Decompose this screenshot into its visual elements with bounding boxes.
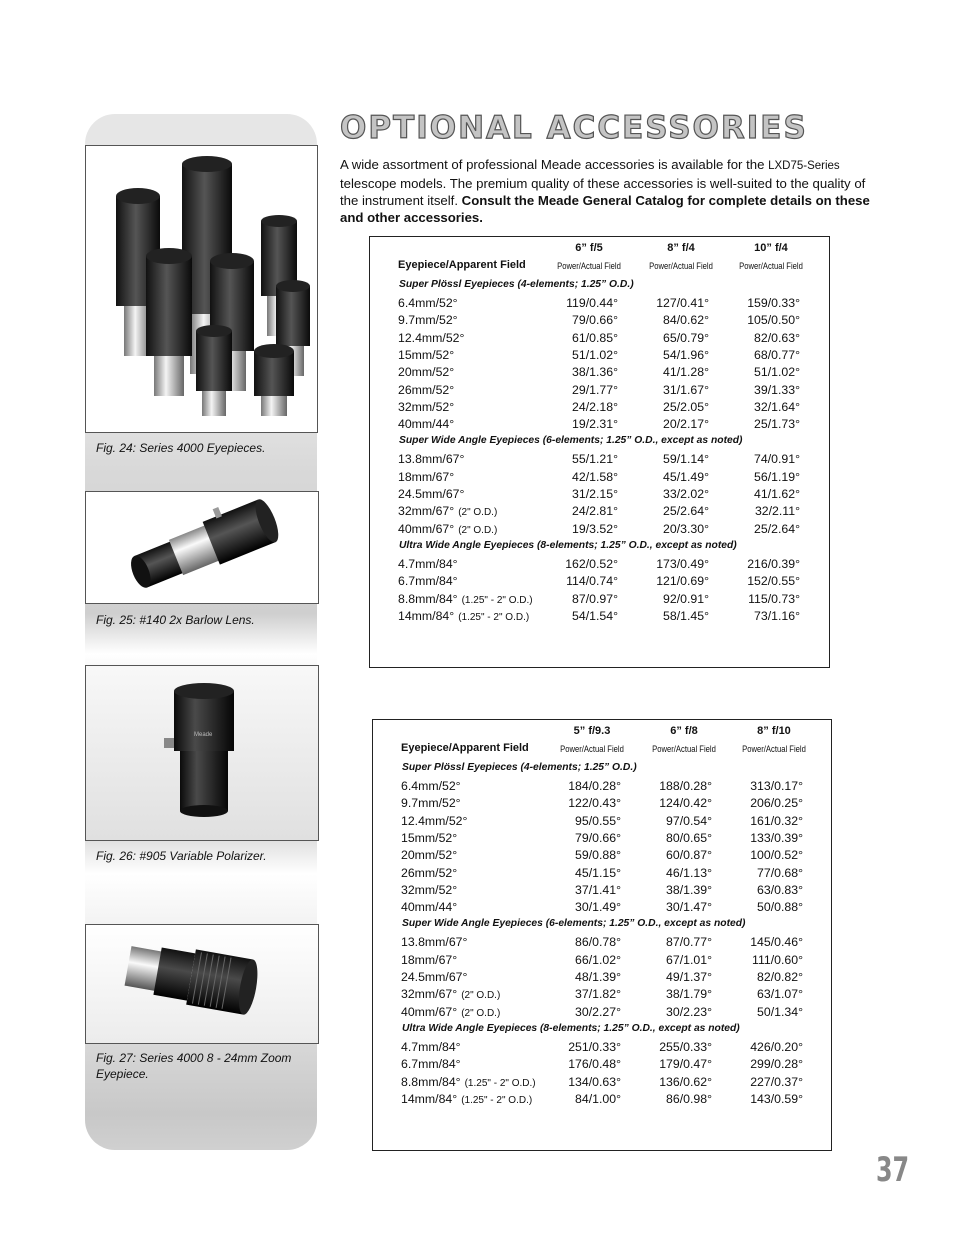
page-number: 37 [876, 1150, 910, 1190]
power-field-cell: 82/0.82° [757, 970, 803, 984]
power-field-cell: 122/0.43° [568, 796, 621, 811]
power-field-cell: 111/0.60° [752, 952, 803, 967]
barlow-illustration [86, 492, 318, 603]
eyepiece-name: 32mm/52° [398, 399, 455, 414]
eyepiece-cell [401, 778, 461, 795]
eyepiece-name: 12.4mm/52° [401, 813, 468, 828]
eyepiece-od-note: (1.25" - 2" O.D.) [461, 1094, 533, 1106]
power-field-cell: 86/0.98° [666, 1091, 712, 1106]
intro-text-2: telescope models. The premium quality of these accessories is well-suited to the quality of the instrument itself. [340, 176, 866, 208]
power-field-cell: 227/0.37° [750, 1074, 803, 1089]
eyepiece-cell [401, 1074, 536, 1092]
power-field-cell: 176/0.48° [568, 1057, 621, 1072]
table-column-subheader: Power/Actual Field [560, 744, 624, 754]
power-field-cell: 92/0.91° [663, 591, 709, 606]
eyepiece-name: 20mm/52° [401, 848, 458, 863]
power-field-cell: 39/1.33° [754, 382, 800, 397]
power-field-cell: 38/1.36° [572, 365, 618, 380]
power-field-cell: 63/0.83° [757, 882, 803, 897]
table-row [401, 847, 811, 864]
power-field-cell: 25/2.05° [663, 399, 709, 414]
power-field-cell: 51/1.02° [754, 365, 800, 380]
power-field-cell: 313/0.17° [750, 779, 803, 793]
power-field-cell: 255/0.33° [659, 1039, 712, 1054]
eyepiece-cell [401, 847, 457, 864]
power-field-cell: 32/2.11° [754, 504, 800, 519]
eyepiece-name: 9.7mm/52° [398, 313, 458, 328]
table-row [401, 778, 811, 795]
table-row [401, 986, 811, 1003]
power-field-cell: 67/1.01° [666, 952, 712, 967]
eyepiece-cell [401, 1039, 461, 1056]
power-field-cell: 20/2.17° [663, 417, 709, 432]
eyepiece-cell [401, 882, 457, 899]
eyepiece-name: 14mm/84° [401, 1091, 458, 1106]
power-field-cell: 51/1.02° [572, 347, 618, 362]
table-row [398, 364, 808, 381]
caption-fig27: Fig. 27: Series 4000 8 - 24mm Zoom Eyepiece. [96, 1051, 292, 1081]
power-field-cell: 82/0.63° [754, 330, 800, 345]
barlow-photo [85, 491, 319, 604]
eyepiece-od-note: (1.25" - 2" O.D.) [464, 1077, 536, 1089]
power-field-cell: 115/0.73° [748, 591, 800, 606]
eyepiece-name: 6.7mm/84° [401, 1057, 461, 1072]
zoom-eyepiece-photo [85, 924, 319, 1044]
power-field-cell: 188/0.28° [659, 779, 712, 793]
eyepiece-od-note: (2" O.D.) [461, 990, 501, 1002]
table-row [398, 399, 808, 416]
power-field-cell: 56/1.19° [754, 469, 800, 484]
power-field-cell: 37/1.82° [575, 987, 621, 1002]
power-field-cell: 31/2.15° [572, 487, 618, 501]
eyepiece-cell [401, 795, 461, 812]
power-field-cell: 32/1.64° [754, 399, 800, 414]
intro-bold: Consult the Meade General Catalog for complete details on these and other accessories. [340, 193, 870, 225]
eyepiece-name: 26mm/52° [398, 382, 455, 397]
power-field-cell: 65/0.79° [663, 330, 709, 345]
power-field-cell: 25/1.73° [754, 417, 800, 432]
eyepiece-name: 6.4mm/52° [401, 779, 461, 793]
table-row [401, 969, 811, 986]
table-section-title: Ultra Wide Angle Eyepieces (8-elements; 1.25” O.D., except as noted) [402, 1022, 740, 1034]
power-field-cell: 54/1.96° [663, 347, 709, 362]
eyepiece-name: 6.4mm/52° [398, 296, 458, 310]
table-row [398, 521, 808, 538]
eyepiece-cell [398, 451, 464, 468]
power-field-cell: 48/1.39° [575, 970, 621, 984]
eyepiece-name: 26mm/52° [401, 865, 458, 880]
table-header-label: Eyepiece/Apparent Field [398, 259, 526, 271]
eyepiece-cell [398, 416, 454, 433]
eyepiece-od-note: (1.25" - 2" O.D.) [458, 611, 530, 623]
eyepiece-cell [398, 364, 454, 381]
eyepiece-cell [398, 312, 458, 329]
eyepiece-cell [398, 295, 458, 312]
power-field-cell: 79/0.66° [575, 830, 621, 845]
power-field-cell: 216/0.39° [747, 556, 800, 571]
table-section-title: Ultra Wide Angle Eyepieces (8-elements; 1.25” O.D., except as noted) [399, 539, 737, 551]
table-row [398, 503, 808, 520]
power-field-cell: 133/0.39° [750, 830, 803, 845]
table-row [398, 608, 808, 625]
power-field-cell: 77/0.68° [757, 865, 803, 880]
power-field-cell: 86/0.78° [575, 935, 621, 950]
power-field-cell: 100/0.52° [750, 848, 803, 863]
caption-fig24: Fig. 24: Series 4000 Eyepieces. [96, 441, 266, 455]
table-row [401, 934, 811, 951]
eyepiece-cell [398, 608, 529, 626]
eyepiece-cell [401, 1091, 532, 1109]
power-field-cell: 426/0.20° [750, 1039, 803, 1054]
power-field-cell: 143/0.59° [750, 1091, 803, 1106]
eyepiece-name: 9.7mm/52° [401, 796, 461, 811]
power-field-cell: 42/1.58° [572, 469, 618, 484]
table-row [401, 899, 811, 916]
intro-paragraph [340, 156, 872, 226]
power-field-cell: 25/2.64° [663, 504, 709, 519]
eyepiece-name: 32mm/67° [398, 504, 455, 519]
eyepiece-name: 14mm/84° [398, 608, 455, 623]
table-row [398, 591, 808, 608]
power-field-cell: 74/0.91° [754, 452, 800, 467]
table-row [401, 1004, 811, 1021]
power-field-cell: 206/0.25° [750, 796, 803, 811]
eyepiece-name: 40mm/44° [401, 900, 458, 915]
table-section-title: Super Wide Angle Eyepieces (6-elements; 1.25” O.D., except as noted) [402, 918, 746, 930]
power-field-cell: 179/0.47° [659, 1057, 712, 1072]
table-row [401, 795, 811, 812]
power-field-cell: 33/2.02° [663, 487, 709, 501]
eyepiece-cell [398, 486, 464, 503]
table-row [401, 1056, 811, 1073]
eyepiece-name: 15mm/52° [401, 830, 458, 845]
power-field-cell: 105/0.50° [747, 313, 800, 328]
power-field-cell: 30/1.49° [575, 900, 621, 915]
table-column-scope: 10” f/4 [754, 242, 788, 254]
power-field-cell: 45/1.49° [663, 469, 709, 484]
power-field-cell: 299/0.28° [750, 1057, 803, 1072]
power-field-cell: 80/0.65° [666, 830, 712, 845]
power-field-cell: 30/2.23° [666, 1004, 712, 1019]
eyepiece-cell [398, 521, 497, 539]
table-row [398, 312, 808, 329]
polarizer-illustration [86, 666, 318, 840]
power-field-cell: 41/1.62° [754, 487, 800, 501]
power-field-cell: 95/0.55° [575, 813, 621, 828]
power-field-cell: 73/1.16° [754, 608, 800, 623]
power-field-cell: 20/3.30° [663, 521, 709, 536]
table-row [401, 813, 811, 830]
power-field-cell: 54/1.54° [572, 608, 618, 623]
power-field-cell: 45/1.15° [575, 865, 621, 880]
eyepiece-name: 18mm/67° [401, 952, 458, 967]
eyepiece-od-note: (1.25" - 2" O.D.) [461, 594, 533, 606]
table-row [401, 830, 811, 847]
table-row [398, 416, 808, 433]
eyepiece-cell [398, 469, 454, 486]
eyepiece-name: 8.8mm/84° [401, 1074, 461, 1089]
eyepiece-name: 24.5mm/67° [401, 970, 468, 984]
eyepiece-name: 32mm/52° [401, 882, 458, 897]
power-field-cell: 49/1.37° [666, 970, 712, 984]
eyepiece-cell [398, 399, 454, 416]
table-column-scope: 8” f/4 [667, 242, 695, 254]
power-field-cell: 84/1.00° [575, 1091, 621, 1106]
table-column-scope: 6” f/8 [670, 725, 698, 737]
eyepieces-photo [85, 145, 318, 433]
eyepiece-cell [401, 813, 467, 830]
power-field-cell: 41/1.28° [663, 365, 709, 380]
power-field-cell: 50/0.88° [757, 900, 803, 915]
table-column-subheader: Power/Actual Field [739, 261, 803, 271]
eyepiece-od-note: (2" O.D.) [461, 1007, 501, 1019]
eyepiece-name: 13.8mm/67° [401, 935, 468, 950]
table-row [398, 347, 808, 364]
power-field-cell: 251/0.33° [568, 1039, 621, 1054]
power-field-cell: 87/0.77° [666, 935, 712, 950]
table-row [398, 469, 808, 486]
power-field-cell: 24/2.18° [572, 399, 618, 414]
table-row [401, 865, 811, 882]
power-field-cell: 84/0.62° [663, 313, 709, 328]
table-row [398, 382, 808, 399]
eyepiece-name: 13.8mm/67° [398, 452, 465, 467]
table-row [398, 573, 808, 590]
power-field-cell: 114/0.74° [566, 574, 618, 589]
eyepiece-name: 15mm/52° [398, 347, 455, 362]
table-row [398, 486, 808, 503]
eyepieces-illustration [86, 146, 317, 432]
table-row [398, 451, 808, 468]
power-field-cell: 184/0.28° [568, 779, 621, 793]
eyepiece-name: 18mm/67° [398, 469, 455, 484]
eyepiece-od-note: (2" O.D.) [458, 524, 498, 536]
power-field-cell: 59/1.14° [663, 452, 709, 467]
table-section-title: Super Plössl Eyepieces (4-elements; 1.25” O.D.) [399, 279, 634, 290]
table-column-subheader: Power/Actual Field [652, 744, 716, 754]
power-field-cell: 38/1.39° [666, 882, 712, 897]
eyepiece-name: 6.7mm/84° [398, 574, 458, 589]
zoom-eyepiece-illustration [86, 925, 318, 1043]
power-field-cell: 46/1.13° [666, 865, 712, 880]
power-field-cell: 121/0.69° [656, 574, 709, 589]
eyepiece-cell [401, 899, 457, 916]
eyepiece-table-2 [372, 719, 832, 1151]
power-field-cell: 38/1.79° [666, 987, 712, 1002]
table-column-subheader: Power/Actual Field [742, 744, 806, 754]
table-section-title: Super Wide Angle Eyepieces (6-elements; 1.25” O.D., except as noted) [399, 435, 743, 447]
table-row [398, 330, 808, 347]
table-header-label: Eyepiece/Apparent Field [401, 742, 529, 754]
eyepiece-cell [398, 556, 458, 573]
intro-model: LXD75-Series [768, 160, 840, 172]
eyepiece-name: 40mm/67° [401, 1004, 458, 1019]
power-field-cell: 159/0.33° [747, 296, 800, 310]
table-column-scope: 8” f/10 [757, 725, 791, 737]
table-row [398, 295, 808, 312]
power-field-cell: 152/0.55° [747, 574, 800, 589]
eyepiece-cell [401, 1004, 500, 1022]
eyepiece-cell [401, 830, 457, 847]
page-title: OPTIONAL ACCESSORIES [340, 110, 808, 146]
power-field-cell: 58/1.45° [663, 608, 709, 623]
table-column-subheader: Power/Actual Field [557, 261, 621, 271]
table-row [401, 1091, 811, 1108]
power-field-cell: 63/1.07° [757, 987, 803, 1002]
eyepiece-cell [401, 952, 457, 969]
power-field-cell: 60/0.87° [666, 848, 712, 863]
eyepiece-name: 40mm/44° [398, 417, 455, 432]
power-field-cell: 29/1.77° [572, 382, 618, 397]
power-field-cell: 19/2.31° [572, 417, 618, 432]
eyepiece-cell [398, 503, 497, 521]
svg-text:Meade: Meade [194, 732, 213, 738]
power-field-cell: 173/0.49° [656, 556, 709, 571]
table-row [398, 556, 808, 573]
power-field-cell: 87/0.97° [572, 591, 618, 606]
power-field-cell: 31/1.67° [663, 382, 709, 397]
table-column-scope: 6” f/5 [575, 242, 603, 254]
eyepiece-cell [401, 934, 467, 951]
table-row [401, 952, 811, 969]
power-field-cell: 50/1.34° [757, 1004, 803, 1019]
eyepiece-name: 32mm/67° [401, 987, 458, 1002]
eyepiece-cell [401, 865, 457, 882]
power-field-cell: 24/2.81° [572, 504, 618, 519]
power-field-cell: 134/0.63° [568, 1074, 621, 1089]
power-field-cell: 59/0.88° [575, 848, 621, 863]
polarizer-photo [85, 665, 319, 841]
eyepiece-cell [398, 382, 454, 399]
eyepiece-cell [401, 1056, 461, 1073]
eyepiece-cell [398, 573, 458, 590]
power-field-cell: 97/0.54° [666, 813, 712, 828]
eyepiece-name: 4.7mm/84° [398, 556, 458, 571]
power-field-cell: 61/0.85° [572, 330, 618, 345]
eyepiece-cell [398, 347, 454, 364]
table-column-scope: 5” f/9.3 [573, 725, 611, 737]
eyepiece-name: 8.8mm/84° [398, 591, 458, 606]
eyepiece-od-note: (2" O.D.) [458, 507, 498, 519]
power-field-cell: 19/3.52° [572, 521, 618, 536]
eyepiece-name: 12.4mm/52° [398, 330, 465, 345]
power-field-cell: 25/2.64° [754, 521, 800, 536]
eyepiece-cell [398, 591, 533, 609]
caption-fig25: Fig. 25: #140 2x Barlow Lens. [96, 613, 255, 627]
table-row [401, 1039, 811, 1056]
power-field-cell: 66/1.02° [575, 952, 621, 967]
table-section-title: Super Plössl Eyepieces (4-elements; 1.25” O.D.) [402, 762, 637, 773]
table-row [401, 1074, 811, 1091]
power-field-cell: 136/0.62° [659, 1074, 712, 1089]
power-field-cell: 161/0.32° [750, 813, 803, 828]
eyepiece-name: 20mm/52° [398, 365, 455, 380]
power-field-cell: 30/1.47° [666, 900, 712, 915]
eyepiece-cell [401, 986, 500, 1004]
intro-text-1: A wide assortment of professional Meade accessories is available for the [340, 157, 769, 172]
power-field-cell: 124/0.42° [659, 796, 712, 811]
eyepiece-cell [398, 330, 464, 347]
power-field-cell: 68/0.77° [754, 347, 800, 362]
table-row [401, 882, 811, 899]
power-field-cell: 37/1.41° [575, 882, 621, 897]
power-field-cell: 162/0.52° [565, 556, 618, 571]
eyepiece-cell [401, 969, 467, 986]
power-field-cell: 127/0.41° [656, 296, 709, 310]
table-column-subheader: Power/Actual Field [649, 261, 713, 271]
power-field-cell: 145/0.46° [750, 935, 803, 950]
power-field-cell: 79/0.66° [572, 313, 618, 328]
power-field-cell: 119/0.44° [566, 296, 618, 310]
eyepiece-name: 4.7mm/84° [401, 1039, 461, 1054]
power-field-cell: 30/2.27° [575, 1004, 621, 1019]
power-field-cell: 55/1.21° [572, 452, 618, 467]
eyepiece-name: 40mm/67° [398, 521, 455, 536]
eyepiece-name: 24.5mm/67° [398, 487, 465, 501]
eyepiece-table-1 [369, 236, 830, 668]
caption-fig26: Fig. 26: #905 Variable Polarizer. [96, 849, 267, 863]
